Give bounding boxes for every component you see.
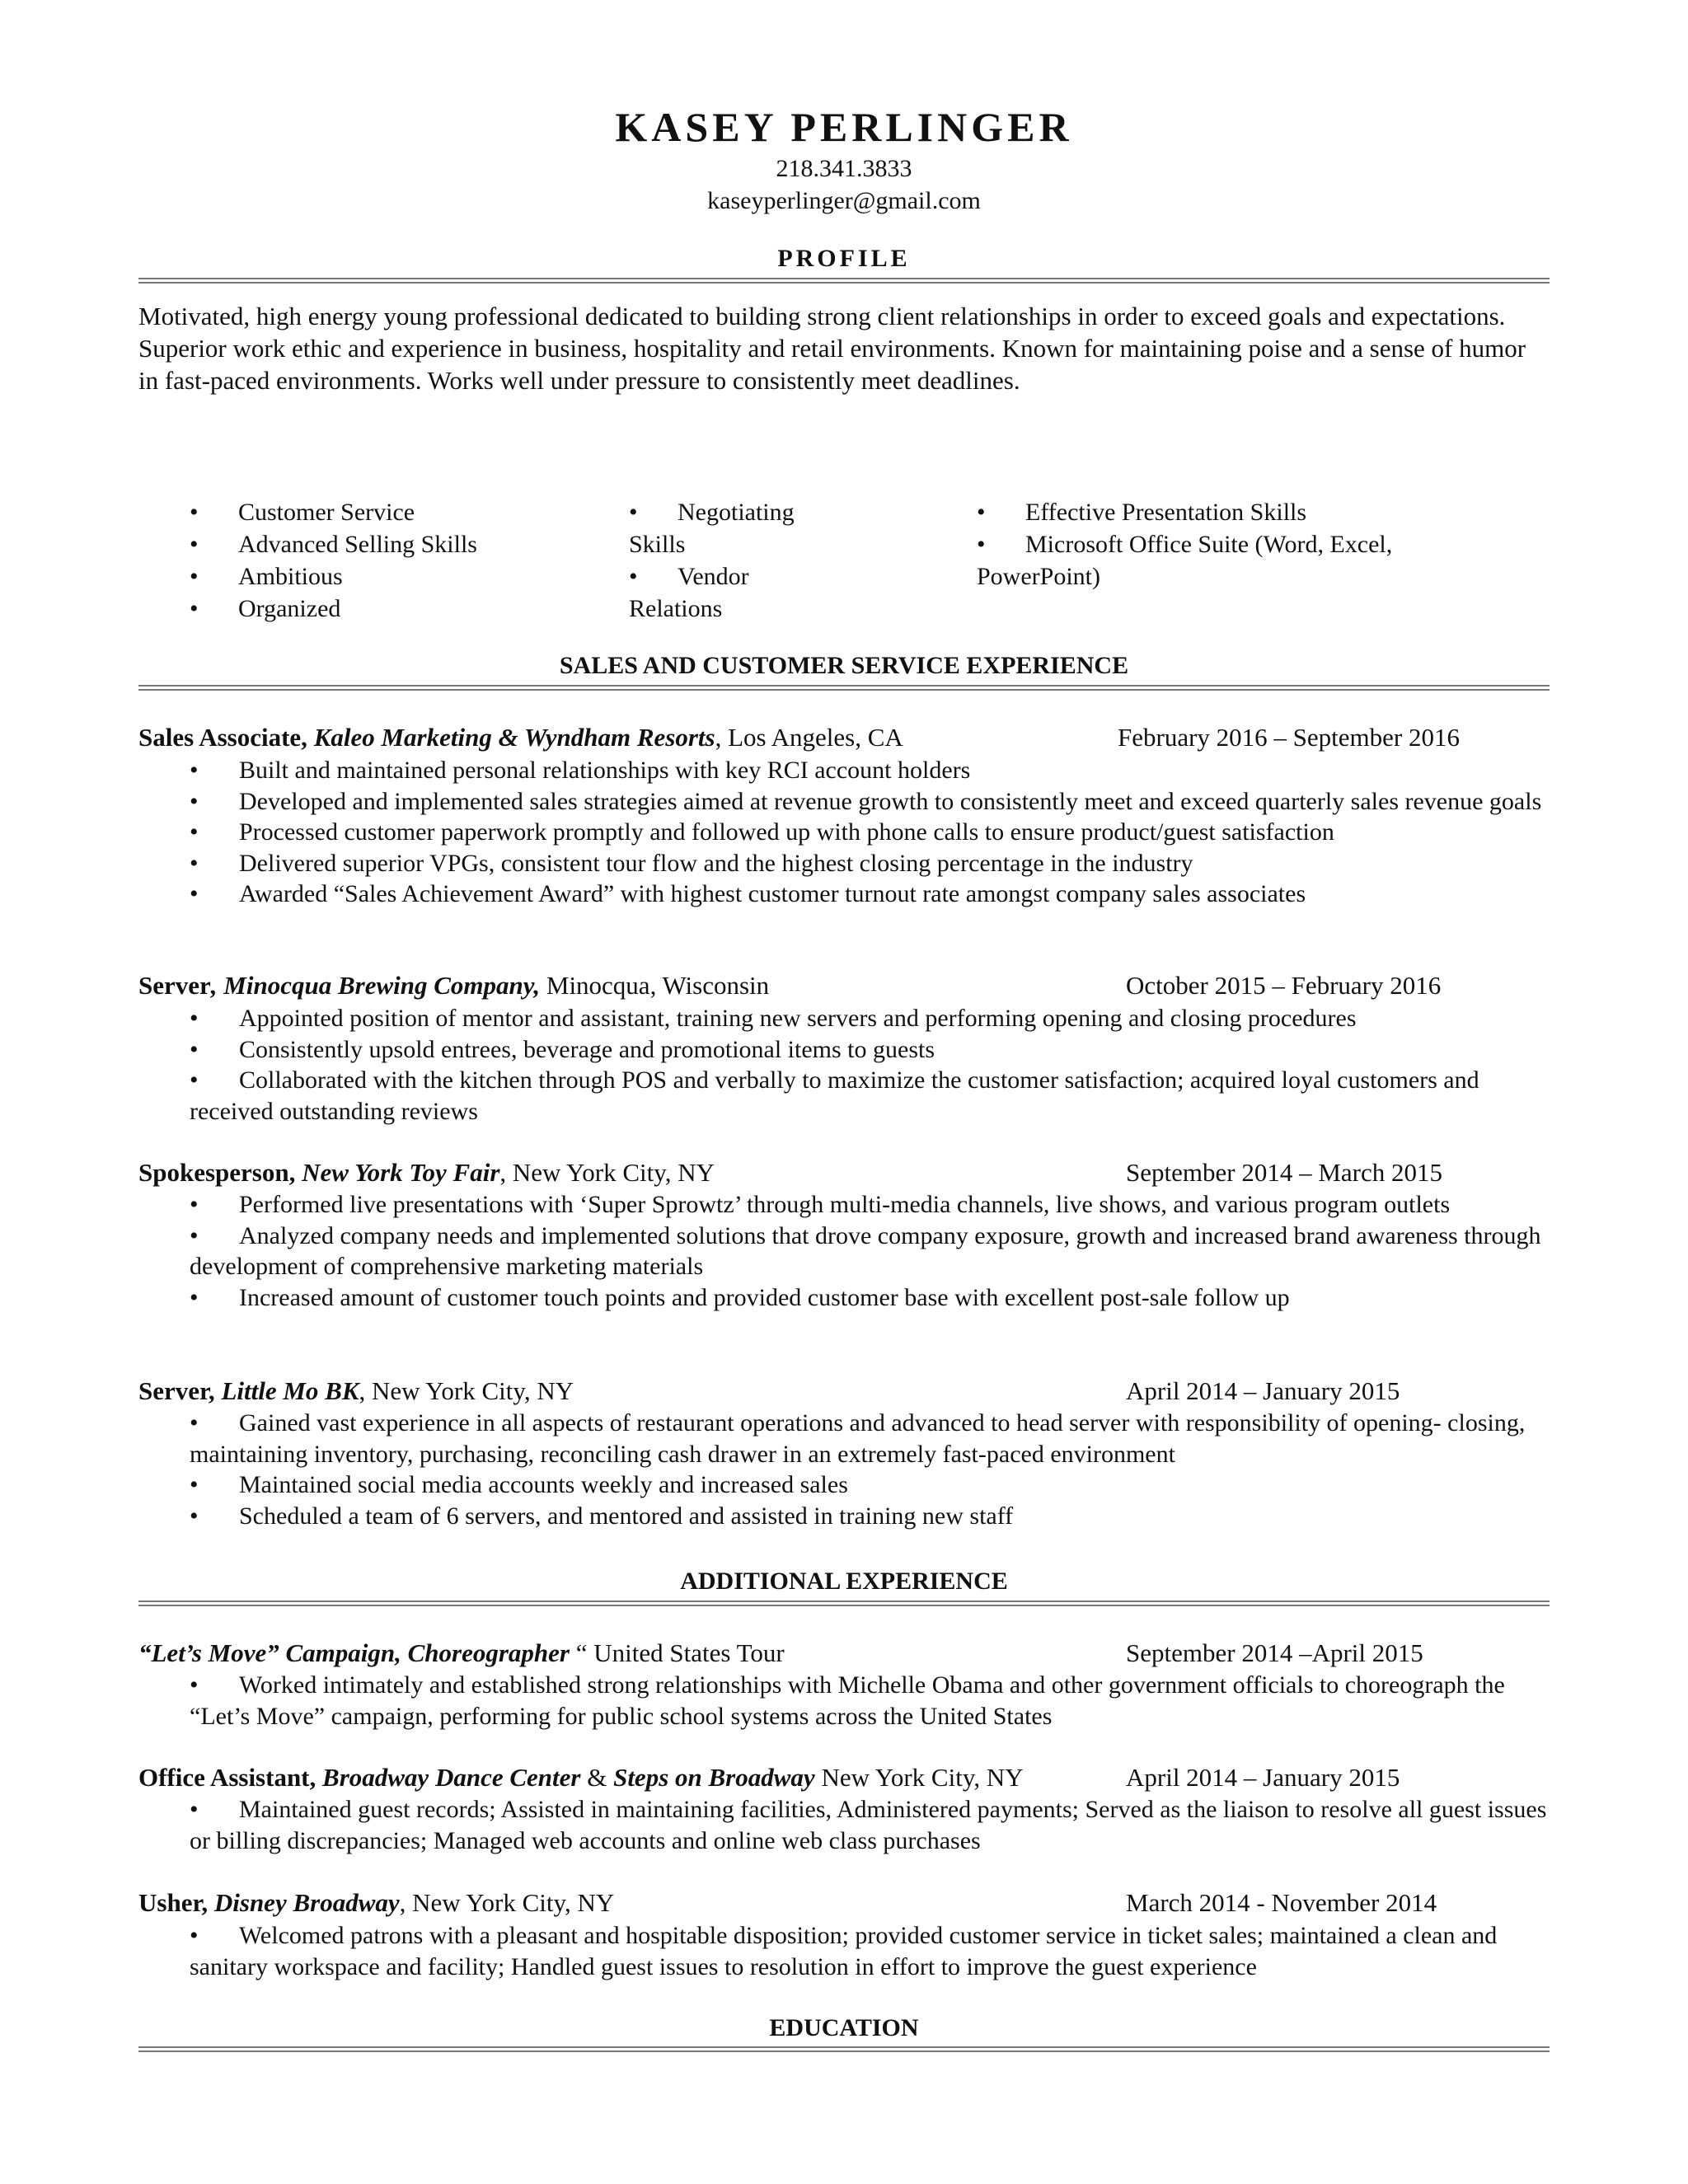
job-title: Server, — [138, 1376, 215, 1405]
job-dates: September 2014 – March 2015 — [1126, 1158, 1442, 1187]
job-location: Minocqua, Wisconsin — [540, 971, 770, 1000]
section-divider — [138, 1601, 1550, 1606]
job-bullets — [190, 1189, 1558, 1313]
bullet-item: • Gained vast experience in all aspects of restaurant operations and advanced to head server with responsibility of opening- closing, maintaining inventory, purchasing, reconciling cash drawer in an extremely fast-paced environment — [190, 1409, 1526, 1468]
job-header — [138, 1888, 1550, 1920]
job-title: Sales Associate, — [138, 723, 307, 752]
bullet-item: • Worked intimately and established strong relationships with Michelle Obama and other government officials to choreograph the “Let’s Move” campaign, performing for public school systems across the United States — [190, 1671, 1505, 1730]
bullet-item: • Appointed position of mentor and assistant, training new servers and performing opening and closing procedures — [190, 1005, 1357, 1032]
education-heading: EDUCATION — [769, 2014, 919, 2041]
job-company: Steps on Broadway — [613, 1763, 815, 1792]
job-bullets — [190, 1794, 1558, 1856]
profile-heading: PROFILE — [777, 245, 911, 272]
job-company: Kaleo Marketing & Wyndham Resorts — [313, 723, 715, 752]
job-dates: April 2014 – January 2015 — [1126, 1763, 1400, 1792]
job-header — [138, 1638, 1550, 1671]
bullet-item: • Developed and implemented sales strategies aimed at revenue growth to consistently meet and exceed quarterly sales revenue goals — [190, 787, 1542, 815]
job-bullets — [190, 1670, 1558, 1732]
sales-experience-heading: SALES AND CUSTOMER SERVICE EXPERIENCE — [559, 652, 1129, 679]
bullet-item: • Delivered superior VPGs, consistent tour flow and the highest closing percentage in the industry — [190, 849, 1193, 877]
job-bullets — [190, 1920, 1558, 1982]
job-header: Office Assistant, Broadway Dance Center & Steps on Broadway New York City, NY April 2014 – January 2015 — [138, 1763, 1400, 1792]
section-divider — [138, 278, 1550, 284]
bullet-item: • Performed live presentations with ‘Super Sprowtz’ through multi-media channels, live shows, and various program outlets — [190, 1191, 1451, 1218]
job-header — [138, 723, 1550, 755]
bullet-item: • Maintained social media accounts weekly and increased sales — [190, 1471, 848, 1498]
job-company: New York Toy Fair — [302, 1158, 500, 1187]
job-title: Server — [138, 971, 211, 1000]
section-divider — [138, 685, 1550, 691]
job-location: , Los Angeles, CA — [715, 723, 903, 752]
job-company: , Minocqua Brewing Company, — [210, 971, 541, 1000]
job-bullets — [190, 1408, 1558, 1531]
bullet-item: • Collaborated with the kitchen through POS and verbally to maximize the customer satisfaction; acquired loyal customers and received outstanding reviews — [190, 1066, 1479, 1125]
bullet-item: • Built and maintained personal relationships with key RCI account holders — [190, 757, 971, 784]
phone-number: 218.341.3833 — [776, 155, 912, 182]
job-location: “ United States Tour — [570, 1638, 785, 1667]
job-title: Usher, — [138, 1888, 209, 1917]
job-title: Office Assistant, — [138, 1763, 316, 1792]
email-address: kaseyperlinger@gmail.com — [707, 187, 981, 214]
job-role: , Choreographer — [395, 1638, 570, 1667]
profile-summary: Motivated, high energy young professional dedicated to building strong client relationships in order to exceed goals and expectations. Superior work ethic and experience in business, hospitality and retail environments. Known for maintaining poise and a sense of humor in fast-paced environments. Works well under pressure to consistently meet deadlines. — [138, 302, 1526, 395]
job-bullets — [190, 1003, 1558, 1127]
job-dates: February 2016 – September 2016 — [1118, 723, 1460, 752]
job-company: Broadway Dance Center — [322, 1763, 581, 1792]
job-location: , New York City, NY — [499, 1158, 715, 1187]
job-header — [138, 1376, 1550, 1408]
job-company: Disney Broadway — [213, 1888, 400, 1917]
job-dates: March 2014 - November 2014 — [1126, 1888, 1437, 1917]
job-header — [138, 1158, 1550, 1190]
job-location: , New York City, NY — [399, 1888, 615, 1917]
bullet-item: • Awarded “Sales Achievement Award” with highest customer turnout rate amongst company sales associates — [190, 880, 1306, 907]
bullet-item: • Maintained guest records; Assisted in maintaining facilities, Administered payments; Served as the liaison to resolve all guest issues or billing discrepancies; Managed web accounts and online web class purchases — [190, 1796, 1547, 1854]
job-title: “Let’s Move” Campaign — [138, 1638, 396, 1667]
resume-page: KASEY PERLINGER 218.341.3833 kaseyperlinger@gmail.com PROFILE Motivated, high energy young professional dedicated to building strong client relationships in order to exceed goals and expectations. Superior work ethic and experience in business, hospitality and retail environments. Known for maintaining poise and a sense of humor in fast-paced environments. Works well under pressure to consistently meet deadlines. • Customer Service • Advanced Selling Skills • Ambitious • Organized • Negotiating Skills • Vendor Relations • Effective Presentation Skills • Microsoft Office Suite (Word, Excel, PowerPoint) SALES AND CUSTOMER SERVICE EXPERIENCE Sales Associate, Kaleo Marketing & Wyndham Resorts, Los Angeles, CA February 2016 – September 2016 • Built and maintained personal relationships with key RCI account holders • Developed and implemented sales strategies aimed at revenue growth to consistently meet and exceed quarterly sales revenue goals • Processed customer paperwork promptly and followed up with phone calls to ensure product/guest satisfaction • Delivered superior VPGs, consistent tour flow and the highest closing percentage in the industry • Awarded “Sales Achievement Award” with highest customer turnout rate amongst company sales associates Server, Minocqua Brewing Company, Minocqua, Wisconsin October 2015 – February 2016 • Appointed position of mentor and assistant, training new servers and performing opening and closing procedures • Consistently upsold entrees, beverage and promotional items to guests • Collaborated with the kitchen through POS and verbally to maximize the customer satisfaction; acquired loyal customers and received outstanding reviews Spokesperson, New York Toy Fair, New York City, NY September 2014 – March 2015 • Performed live presentations with ‘Super Sprowtz’ through multi-media channels, live shows, and various program outlets • Analyzed company needs and implemented solutions that drove company exposure, growth and increased brand awareness through development of comprehensive marketing materials • Increased amount of customer touch points and provided customer base with excellent post-sale follow up Server, Little Mo BK, New York City, NY April 2014 – January 2015 • Gained vast experience in all aspects of restaurant operations and advanced to head server with responsibility of opening- closing, maintaining inventory, purchasing, reconciling cash drawer in an extremely fast-paced environment • Maintained social media accounts weekly and increased sales • Scheduled a team of 6 servers, and mentored and assisted in training new staff ADDITIONAL EXPERIENCE “Let’s Move” Campaign, Choreographer “ United States Tour September 2014 –April 2015 • Worked intimately and established strong relationships with Michelle Obama and other government officials to choreograph the “Let’s Move” campaign, performing for public school systems across the United States Office Assistant, Broadway Dance Center & Steps on Broadway New York City, NY April 2014 – January 2015 • Maintained guest records; Assisted in maintaining facilities, Administered payments; Served as the liaison to resolve all guest issues or billing discrepancies; Managed web accounts and online web class purchases Usher, Disney Broadway, New York City, NY March 2014 - November 2014 • Welcomed patrons with a pleasant and hospitable disposition; provided customer service in ticket sales; maintained a clean and sanitary workspace and facility; Handled guest issues to resolution in effort to improve the guest experience EDUCATION — [0, 0, 1688, 2184]
bullet-item: • Analyzed company needs and implemented solutions that drove company exposure, growth and increased brand awareness through development of comprehensive marketing materials — [190, 1221, 1541, 1280]
job-dates: September 2014 –April 2015 — [1126, 1638, 1423, 1667]
job-location: , New York City, NY — [359, 1376, 574, 1405]
bullet-item: • Processed customer paperwork promptly and followed up with phone calls to ensure product/guest satisfaction — [190, 818, 1334, 846]
job-company: Little Mo BK — [221, 1376, 359, 1405]
job-header — [138, 971, 1550, 1003]
job-title: Spokesperson, — [138, 1158, 296, 1187]
additional-experience-heading: ADDITIONAL EXPERIENCE — [680, 1568, 1008, 1595]
section-divider — [138, 2046, 1550, 2052]
bullet-item: • Welcomed patrons with a pleasant and hospitable disposition; provided customer service in ticket sales; maintained a clean and sanitary workspace and facility; Handled guest issues to resolution in effort to improve the guest experience — [190, 1922, 1498, 1980]
bullet-item: • Scheduled a team of 6 servers, and mentored and assisted in training new staff — [190, 1502, 1014, 1530]
job-dates: October 2015 – February 2016 — [1126, 971, 1442, 1000]
job-dates: April 2014 – January 2015 — [1126, 1376, 1400, 1405]
job-bullets — [190, 755, 1558, 910]
bullet-item: • Increased amount of customer touch points and provided customer base with excellent post-sale follow up — [190, 1283, 1290, 1311]
bullet-item: • Consistently upsold entrees, beverage and promotional items to guests — [190, 1035, 935, 1063]
candidate-name: KASEY PERLINGER — [615, 104, 1073, 150]
job-location: New York City, NY — [814, 1763, 1024, 1792]
